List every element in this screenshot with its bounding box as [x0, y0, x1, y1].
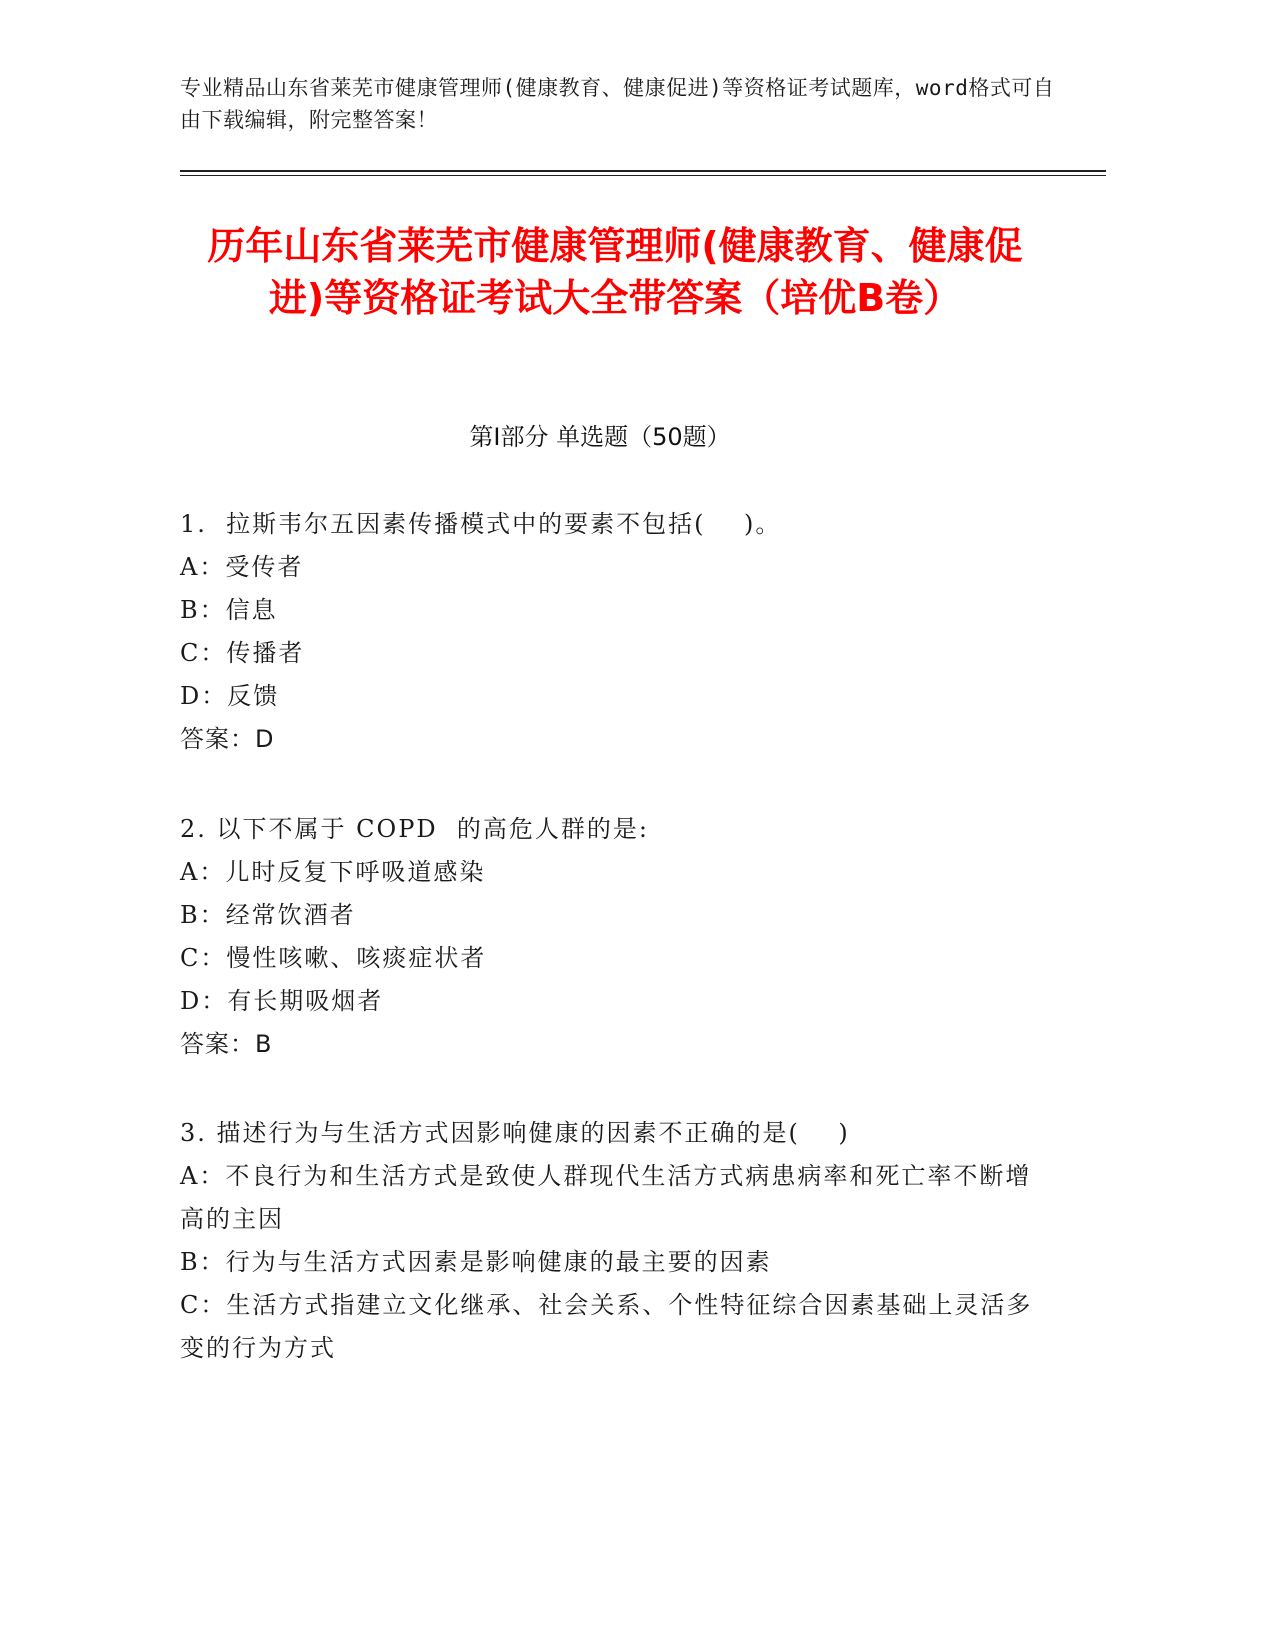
- question-3: [180, 1112, 1040, 1370]
- header-note: 专业精品山东省莱芜市健康管理师(健康教育、健康促进)等资格证考试题库，word格式可自由下载编辑，附完整答案！: [180, 76, 1055, 132]
- option-c: C：生活方式指建立文化继承、社会关系、个性特征综合因素基础上灵活多变的行为方式: [180, 1291, 1033, 1362]
- option-a: A：儿时反复下呼吸道感染: [180, 858, 486, 886]
- section-title: 第Ⅰ部分 单选题（50题）: [469, 423, 731, 451]
- answer-line: 答案：D: [180, 725, 275, 753]
- option-b: B：信息: [180, 596, 278, 624]
- question-stem: 3. 描述行为与生活方式因影响健康的因素不正确的是( ): [180, 1119, 850, 1147]
- answer-line: 答案：B: [180, 1030, 273, 1058]
- question-stem: 1. 拉斯韦尔五因素传播模式中的要素不包括( )。: [180, 510, 782, 538]
- option-c: C：传播者: [180, 639, 305, 667]
- option-b: B：经常饮酒者: [180, 901, 356, 929]
- option-a: A：受传者: [180, 553, 304, 581]
- document-title: 历年山东省莱芜市健康管理师(健康教育、健康促进)等资格证考试大全带答案（培优B卷）: [207, 224, 1023, 320]
- option-a: A：不良行为和生活方式是致使人群现代生活方式病患病率和死亡率不断增高的主因: [180, 1162, 1032, 1233]
- header-divider-thin: [180, 175, 1106, 176]
- header-divider-thick: [180, 170, 1106, 172]
- option-d: D：有长期吸烟者: [180, 987, 384, 1015]
- option-d: D：反馈: [180, 682, 280, 710]
- question-2: [180, 808, 1040, 1066]
- question-1: [180, 503, 1040, 761]
- option-c: C：慢性咳嗽、咳痰症状者: [180, 944, 487, 972]
- question-stem: 2. 以下不属于 COPD 的高危人群的是:: [180, 815, 649, 843]
- option-b: B：行为与生活方式因素是影响健康的最主要的因素: [180, 1248, 772, 1276]
